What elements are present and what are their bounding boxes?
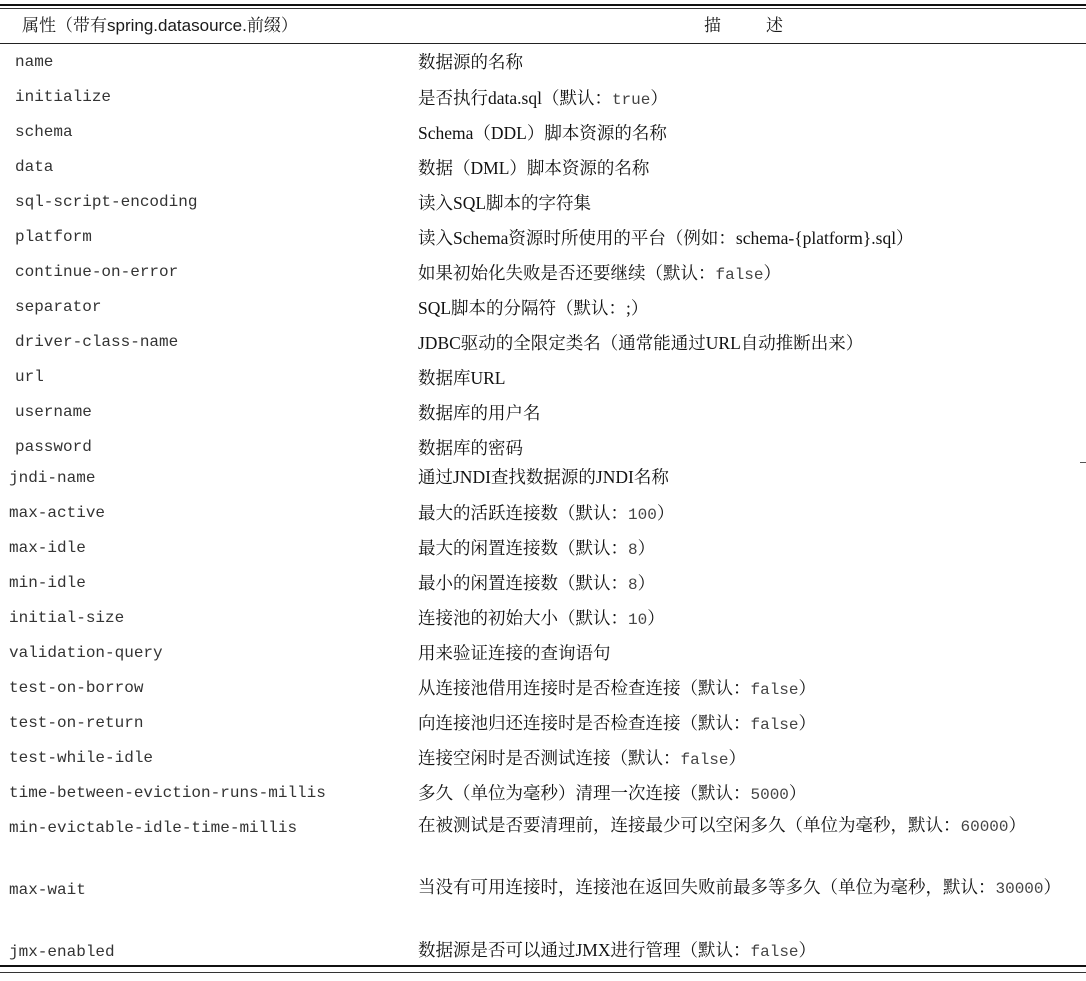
property-description (418, 153, 1068, 183)
property-description (418, 638, 1068, 668)
property-description (418, 223, 1068, 253)
property-name: url (15, 368, 44, 386)
bottom-rule (0, 965, 1086, 967)
property-description (418, 293, 1068, 323)
top-rule (0, 4, 1086, 6)
description-text: 最大的活跃连接数（默认： (418, 503, 628, 523)
property-name: time-between-eviction-runs-millis (9, 784, 326, 802)
property-description (418, 872, 1068, 904)
header-description-char-2: 述 (766, 16, 783, 35)
default-value: false (680, 751, 729, 769)
property-name: separator (15, 298, 102, 316)
margin-tick (1080, 462, 1086, 463)
description-text: SQL脚本的分隔符（默认：;） (418, 298, 649, 318)
description-text: 最大的闲置连接数（默认： (418, 538, 628, 558)
property-description (418, 398, 1068, 428)
description-text: JDBC驱动的全限定类名（通常能通过URL自动推断出来） (418, 333, 864, 353)
header-description-char-1: 描 (704, 16, 721, 35)
description-closing: ） (637, 573, 656, 593)
header-rule (0, 43, 1086, 44)
description-text: 数据库的用户名 (418, 403, 541, 423)
property-description (418, 462, 1068, 492)
description-text: 数据（DML）脚本资源的名称 (418, 158, 650, 178)
property-name: schema (15, 123, 73, 141)
header-property: 属性（带有spring.datasource.前缀） (22, 16, 298, 35)
property-name: test-while-idle (9, 749, 154, 767)
property-name: name (15, 53, 54, 71)
property-description (418, 568, 1068, 600)
description-text: 最小的闲置连接数（默认： (418, 573, 628, 593)
description-text: 连接池的初始大小（默认： (418, 608, 628, 628)
property-name: jmx-enabled (9, 943, 115, 961)
property-name: data (15, 158, 54, 176)
description-text: 读入Schema资源时所使用的平台（例如：schema-{platform}.sql） (418, 228, 914, 248)
property-description (418, 118, 1068, 148)
description-closing: ） (637, 538, 656, 558)
default-value: 10 (628, 611, 648, 629)
description-text: 数据源的名称 (418, 52, 523, 72)
property-description (418, 258, 1068, 290)
default-value: 8 (628, 541, 638, 559)
description-closing: ） (798, 940, 817, 960)
property-description (418, 810, 1068, 842)
default-value: false (750, 943, 799, 961)
description-text: 通过JNDI查找数据源的JNDI名称 (418, 467, 669, 487)
property-description (418, 498, 1068, 530)
description-text: 数据库URL (418, 368, 506, 388)
default-value: false (750, 716, 799, 734)
header-description (640, 10, 840, 42)
description-closing: ） (788, 783, 807, 803)
description-text: 是否执行data.sql（默认： (418, 88, 612, 108)
property-description (418, 328, 1068, 358)
property-name: max-wait (9, 881, 86, 899)
description-text: 读入SQL脚本的字符集 (418, 193, 592, 213)
property-name: driver-class-name (15, 333, 179, 351)
property-description (418, 533, 1068, 565)
property-name: min-idle (9, 574, 86, 592)
property-name: max-active (9, 504, 106, 522)
description-closing: ） (656, 503, 675, 523)
default-value: 100 (628, 506, 657, 524)
property-description (418, 363, 1068, 393)
property-description (418, 83, 1068, 115)
property-description (418, 188, 1068, 218)
description-text: 数据库的密码 (418, 438, 523, 458)
description-text: 用来验证连接的查询语句 (418, 643, 611, 663)
description-text: 当没有可用连接时，连接池在返回失败前最多等多久（单位为毫秒，默认： (418, 877, 996, 897)
description-closing: ） (1043, 877, 1062, 897)
property-name: initial-size (9, 609, 125, 627)
default-value: true (611, 91, 651, 109)
description-text: 多久（单位为毫秒）清理一次连接（默认： (418, 783, 751, 803)
property-name: max-idle (9, 539, 86, 557)
property-description (418, 673, 1068, 705)
default-value: false (750, 681, 799, 699)
description-text: 数据源是否可以通过JMX进行管理（默认： (418, 940, 751, 960)
property-description (418, 603, 1068, 635)
default-value: false (715, 266, 764, 284)
property-name: test-on-borrow (9, 679, 144, 697)
property-description (418, 433, 1068, 463)
description-closing: ） (798, 678, 817, 698)
description-closing: ） (647, 608, 665, 628)
property-name: continue-on-error (15, 263, 179, 281)
description-closing: ） (1008, 815, 1027, 835)
description-closing: ） (798, 713, 817, 733)
description-text: 在被测试是否要清理前，连接最少可以空闲多久（单位为毫秒，默认： (418, 815, 961, 835)
default-value: 60000 (960, 818, 1009, 836)
description-closing: ） (650, 88, 668, 108)
property-name: validation-query (9, 644, 163, 662)
property-name: initialize (15, 88, 112, 106)
description-text: 向连接池归还连接时是否检查连接（默认： (418, 713, 751, 733)
property-description (418, 743, 1068, 775)
property-description (418, 47, 1068, 77)
description-text: 如果初始化失败是否还要继续（默认： (418, 263, 716, 283)
property-description (418, 708, 1068, 740)
property-name: test-on-return (9, 714, 144, 732)
description-closing: ） (763, 263, 782, 283)
default-value: 5000 (750, 786, 789, 804)
property-name: jndi-name (9, 469, 96, 487)
property-description (418, 935, 1068, 967)
property-name: sql-script-encoding (15, 193, 198, 211)
description-text: 连接空闲时是否测试连接（默认： (418, 748, 681, 768)
default-value: 8 (628, 576, 638, 594)
property-name: username (15, 403, 92, 421)
description-text: Schema（DDL）脚本资源的名称 (418, 123, 667, 143)
description-text: 从连接池借用连接时是否检查连接（默认： (418, 678, 751, 698)
property-name: min-evictable-idle-time-millis (9, 819, 298, 837)
property-description (418, 778, 1068, 810)
property-name: password (15, 438, 92, 456)
default-value: 30000 (995, 880, 1044, 898)
bottom-rule-thin (0, 972, 1086, 973)
top-rule-thin (0, 8, 1086, 9)
property-name: platform (15, 228, 92, 246)
description-closing: ） (728, 748, 747, 768)
